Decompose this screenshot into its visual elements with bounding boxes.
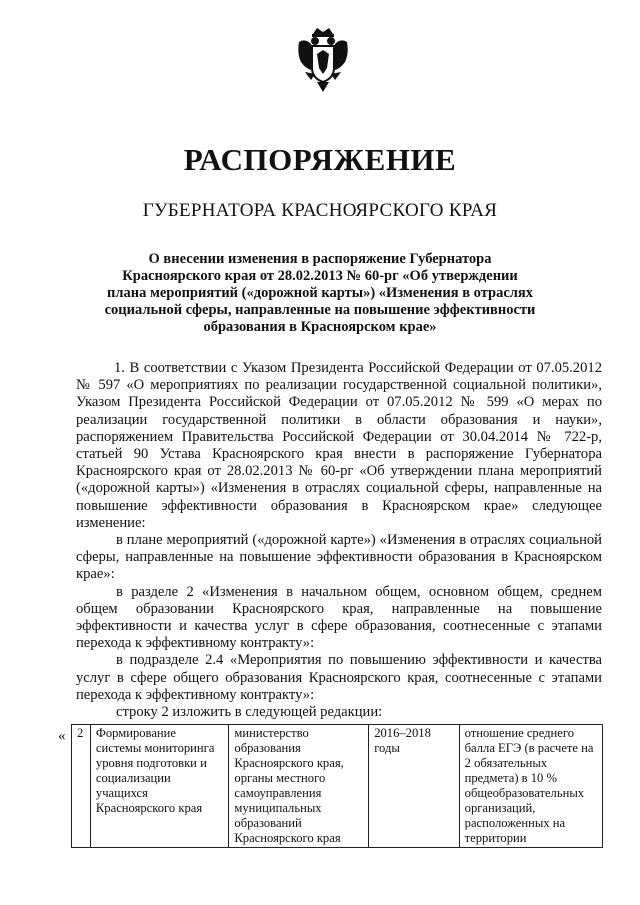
row-number-cell: 2 (72, 725, 91, 848)
order-heading (96, 251, 544, 336)
body-paragraph: 1. В соответствии с Указом Президента Российской Федерации от 07.05.2012 № 597 «О мероприятиях по реализации государственной социальной политики», Указом Президента Российской Федерации от 07.05.2012 № 599 «О мерах по реализации государственной политики в области образования и науки», распоряжением Правительства Российской Федерации от 30.04.2014 № 722-р, статьей 90 Устава Красноярского края внести в распоряжение Губернатора Красноярского края от 28.02.2013 № 60-рг «Об утверждении плана мероприятий («дорожной карты») «Изменения в отраслях социальной сферы, направленные на повышение эффективности образования в Красноярском крае» следующее изменение: (76, 360, 602, 531)
responsible-cell: министерство образования Красноярского края, органы местного самоуправления муниципальных образований Красноярского края (229, 725, 369, 848)
table-row (72, 725, 603, 848)
heading-line: Красноярского края от 28.02.2013 № 60-рг «Об утверждении (122, 268, 518, 284)
heading-line: О внесении изменения в распоряжение Губернатора (148, 251, 492, 267)
body-paragraph: в подразделе 2.4 «Мероприятия по повышению эффективности и качества услуг в сфере общего образования Красноярского края, соотнесенные с этапами перехода к эффективному контракту»: (76, 652, 602, 703)
heading-line: плана мероприятий («дорожной карты») «Изменения в отраслях (106, 285, 533, 301)
amended-row-table (71, 724, 603, 848)
measure-cell: Формирование системы мониторинга уровня подготовки и социализации учащихся Красноярского края (90, 725, 228, 848)
body-paragraph: в плане мероприятий («дорожной карте») «Изменения в отраслях социальной сферы, направленные на повышение эффективности образования в Красноярском крае»: (76, 532, 602, 583)
document-title: РАСПОРЯЖЕНИЕ (183, 142, 457, 177)
indicator-cell: отношение среднего балла ЕГЭ (в расчете на 2 обязательных предмета) в 10 % общеобразовательных организаций, расположенных на территории (459, 725, 602, 848)
document-body (76, 360, 602, 721)
body-paragraph: в разделе 2 «Изменения в начальном общем, основном общем, среднем общем образовании Красноярского края, направленные на повышение эффективности и качества услуг в сфере образования, соотнесенные с этапами перехода к эффективному контракту»: (76, 583, 602, 652)
coat-of-arms-icon (295, 24, 351, 94)
heading-line: социальной сферы, направленные на повышение эффективности (104, 302, 536, 318)
body-paragraph: строку 2 изложить в следующей редакции: (116, 704, 383, 721)
period-cell: 2016–2018 годы (369, 725, 459, 848)
opening-quote: « (58, 728, 66, 744)
document-subtitle: ГУБЕРНАТОРА КРАСНОЯРСКОГО КРАЯ (142, 200, 498, 221)
heading-line: образования в Красноярском крае» (203, 319, 437, 335)
